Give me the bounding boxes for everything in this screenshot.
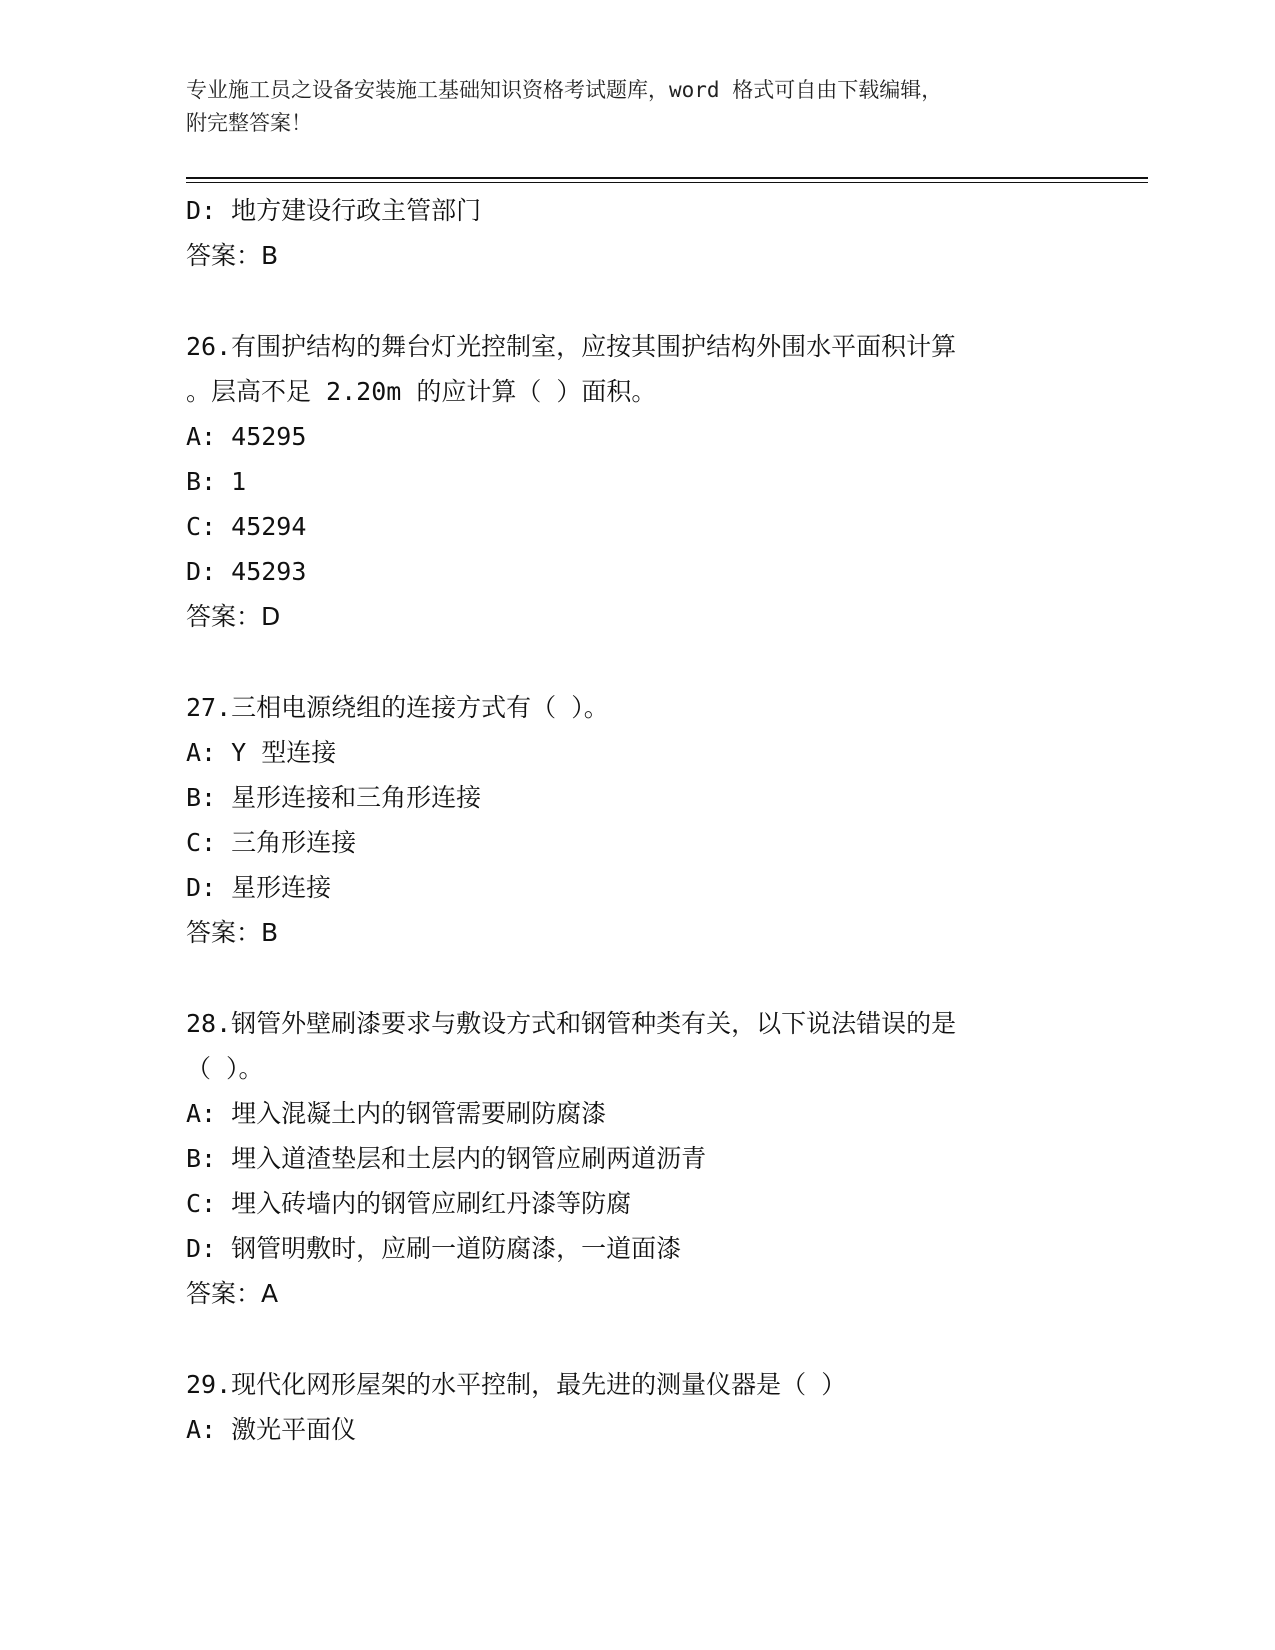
option-c: C: 埋入砖墙内的钢管应刷红丹漆等防腐 [186,1189,632,1218]
question-26 [186,324,1086,639]
header-divider-thick [186,177,1148,179]
spacer [186,955,1086,1001]
answer: 答案：A [186,1279,279,1308]
question-27 [186,685,1086,955]
option-a: A: 埋入混凝土内的钢管需要刷防腐漆 [186,1099,607,1128]
option-c: C: 45294 [186,512,307,541]
question-text-continued: （ ）。 [186,1054,264,1083]
prev-option-d: D: 地方建设行政主管部门 [186,196,482,225]
spacer [186,278,1086,324]
option-d: D: 45293 [186,557,307,586]
header-line-1: 专业施工员之设备安装施工基础知识资格考试题库，word 格式可自由下载编辑， [186,78,943,102]
question-28 [186,1001,1086,1316]
option-b: B: 星形连接和三角形连接 [186,783,482,812]
option-a: A: Y 型连接 [186,738,337,767]
option-d: D: 钢管明敷时，应刷一道防腐漆，一道面漆 [186,1234,682,1263]
header-line-2: 附完整答案！ [186,111,312,135]
page-header [186,74,1086,140]
option-c: C: 三角形连接 [186,828,357,857]
header-divider-thin [186,182,1148,183]
question-text: 27.三相电源绕组的连接方式有（ ）。 [186,693,609,722]
question-text: 29.现代化网形屋架的水平控制，最先进的测量仪器是（ ） [186,1370,847,1399]
prev-answer: 答案：B [186,241,279,270]
answer: 答案：B [186,918,279,947]
option-b: B: 埋入道渣垫层和土层内的钢管应刷两道沥青 [186,1144,707,1173]
question-text-continued: 。层高不足 2.20m 的应计算（ ）面积。 [186,377,657,406]
spacer [186,639,1086,685]
question-text: 26.有围护结构的舞台灯光控制室，应按其围护结构外围水平面积计算 [186,332,957,361]
question-list [186,188,1086,1452]
option-a: A: 激光平面仪 [186,1415,357,1444]
question-text: 28.钢管外壁刷漆要求与敷设方式和钢管种类有关，以下说法错误的是 [186,1009,957,1038]
answer: 答案：D [186,602,281,631]
option-d: D: 星形连接 [186,873,332,902]
question-29 [186,1362,1086,1452]
spacer [186,1316,1086,1362]
option-b: B: 1 [186,467,247,496]
option-a: A: 45295 [186,422,307,451]
